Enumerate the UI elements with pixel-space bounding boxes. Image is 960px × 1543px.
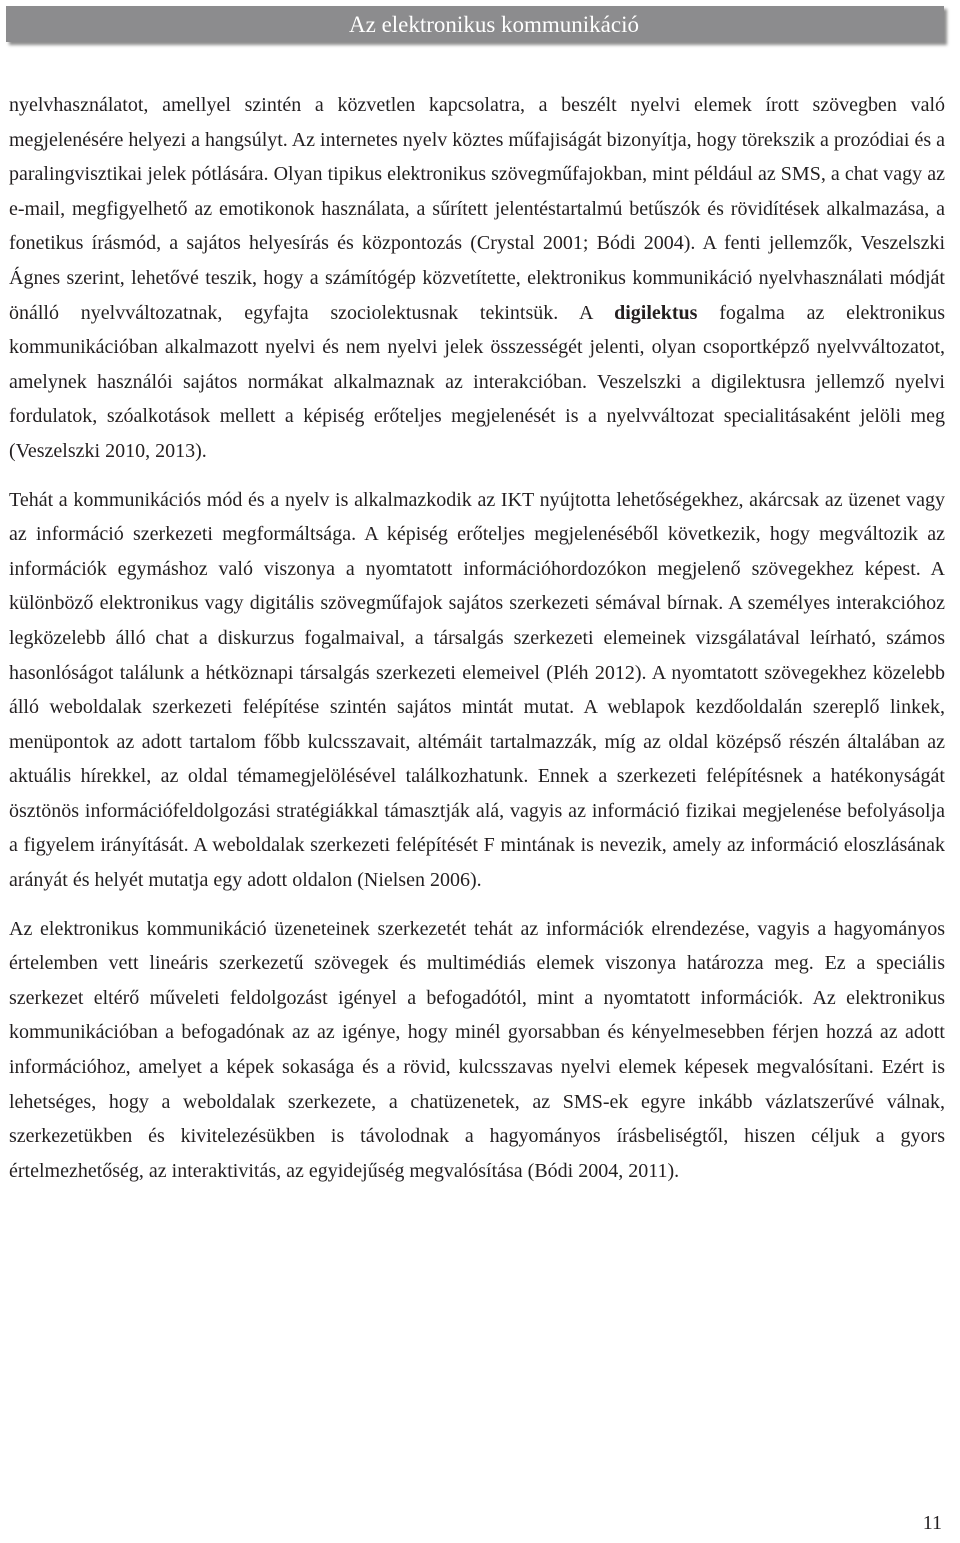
paragraph-1-text-before: nyelvhasználatot, amellyel szintén a közvetlen kapcsolatra, a beszélt nyelvi elemek írott szövegben való megjelenésére helyezi a hangsúlyt. Az internetes nyelv köztes műfajiságát bizonyítja, hogy törekszik a prozódiai és a paralingvisztikai jelek pótlására. Olyan tipikus elektronikus szövegműfajokban, mint például az SMS, a chat vagy az e-mail, megfigyelhető az emotikonok használata, a sűrített jelentéstartalmú betűszók és rövidítések alkalmazása, a fonetikus írásmód, a sajátos helyesírás és központozás (Crystal 2001; Bódi 2004). A fenti jellemzők, Veszelszki Ágnes szerint, lehetővé teszik, hogy a számítógép közvetítette, elektronikus kommunikáció nyelvhasználati módját önálló nyelvváltozatnak, egyfajta szociolektusnak tekintsük. A: [9, 94, 945, 324]
paragraph-2: Tehát a kommunikációs mód és a nyelv is alkalmazkodik az IKT nyújtotta lehetőségekhez, akárcsak az üzenet vagy az információ szerkezeti megformáltsága. A képiség erőteljes megjelenéséből következik, hogy megváltozik az információk egymáshoz való viszonya a nyomtatott információhordozókon megjelenő szövegekhez képest. A különböző elektronikus vagy digitális szövegműfajok sajátos szerkezeti sémával bírnak. A személyes interakcióhoz legközelebb álló chat a diskurzus fogalmaival, a társalgás szerkezeti elemeinek vizsgálatával leírható, számos hasonlóságot találunk a hétköznapi társalgás szerkezeti elemeivel (Pléh 2012). A nyomtatott szövegekhez közelebb álló weboldalak szerkezeti felépítése szintén sajátos mintát mutat. A weblapok kezdőoldalán szereplő linkek, menüpontok az adott tartalom főbb kulcsszavait, altémáit tartalmazzák, míg az oldal középső részén általában az aktuális hírekkel, az oldal témamegjelölésével találkozhatunk. Ennek a szerkezeti felépítésnek a hatékonyságát ösztönös információfeldolgozási stratégiákkal támasztják alá, vagyis az információ fizikai megjelenése befolyásolja a figyelem irányítását. A weboldalak szerkezeti felépítését F mintának is nevezik, amely az információ eloszlásának arányát és helyét mutatja egy adott oldalon (Nielsen 2006).: [9, 488, 945, 892]
body-text: [9, 88, 945, 1202]
page-number: 11: [922, 1512, 942, 1534]
paragraph-3: Az elektronikus kommunikáció üzeneteinek szerkezetét tehát az információk elrendezése, vagyis a hagyományos értelemben vett lineáris szerkezetű szövegek és multimédiás elemek viszonya határozza meg. Ez a speciális szerkezet eltérő műveleti feldolgozást igényel a befogadótól, mint a nyomtatott információk. Az elektronikus kommunikációban a befogadónak az az igénye, hogy minél gyorsabban és kényelmesebben férjen hozzá az adott információhoz, amelyet a képek sokasága és a rövid, kulcsszavas nyelvi elemek képesek megvalósítani. Ezért is lehetséges, hogy a weboldalak szerkezete, a chatüzenetek, az SMS-ek egyre inkább vázlatszerűvé válnak, szerkezetükben és kivitelezésükben is távolodnak a hagyományos írásbeliségtől, hiszen céljuk a gyors értelmezhetőség, az interaktivitás, az egyidejűség megvalósítása (Bódi 2004, 2011).: [9, 917, 945, 1182]
term-digilektus: digilektus: [614, 301, 698, 324]
paragraph-1-text-after: fogalma az elektronikus kommunikációban alkalmazott nyelvi és nem nyelvi jelek összességét jelenti, olyan csoportképző nyelvváltozatot, amelynek használói sajátos normákat alkalmaznak az interakcióban. Veszelszki a digilektusra jellemző nyelvi fordulatok, szóalkotások mellett a képiség erőteljes megjelenését is a nyelvváltozat specialitásaként jelöli meg (Veszelszki 2010, 2013).: [9, 301, 945, 462]
paragraph-1: [9, 88, 945, 469]
running-header-title: Az elektronikus kommunikáció: [349, 12, 639, 37]
running-header-bar: [6, 6, 944, 42]
